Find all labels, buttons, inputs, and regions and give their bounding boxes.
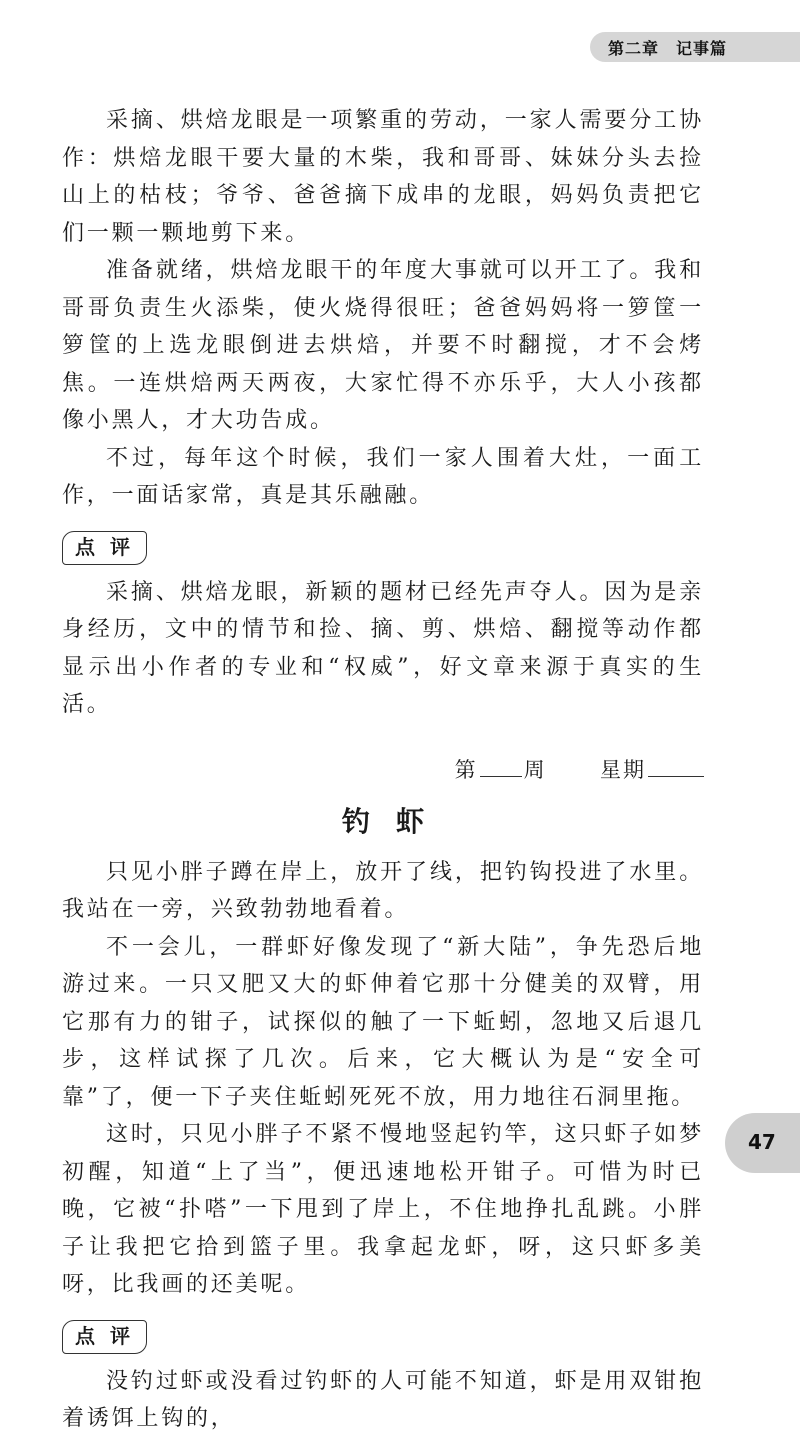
article2-paragraph-2: 不一会儿，一群虾好像发现了“新大陆”，争先恐后地游过来。一只又肥又大的虾伸着它那十分健美的双臂，用它那有力的钳子，试探似的触了一下蚯蚓，忽地又后退几步，这样试探了几次。后来，它大概认为是“安全可靠”了，便一下子夹住蚯蚓死死不放，用力地往石洞里拖。 [62, 934, 704, 1110]
page-number: 47 [748, 1130, 776, 1154]
weekday-blank [648, 754, 704, 777]
article1-comment: 采摘、烘焙龙眼，新颖的题材已经先声夺人。因为是亲身经历，文中的情节和捡、摘、剪、烘焙、翻搅等动作都显示出小作者的专业和“权威”，好文章来源于真实的生活。 [62, 579, 704, 717]
comment-label-2: 点 评 [62, 1320, 147, 1354]
week-blank [480, 754, 522, 777]
week-di-label: 第 [454, 757, 478, 782]
weekday-label: 星期 [600, 757, 646, 782]
week-line [62, 754, 704, 786]
comment-label-1: 点 评 [62, 531, 147, 565]
page-content [62, 102, 704, 1438]
week-zhou-label: 周 [523, 757, 547, 782]
article1-paragraph-2: 准备就绪，烘焙龙眼干的年度大事就可以开工了。我和哥哥负责生火添柴，使火烧得很旺；爸爸妈妈将一箩筐一箩筐的上选龙眼倒进去烘焙，并要不时翻搅，才不会烤焦。一连烘焙两天两夜，大家忙得不亦乐乎，大人小孩都像小黑人，才大功告成。 [62, 258, 704, 433]
article2-paragraph-3: 这时，只见小胖子不紧不慢地竖起钓竿，这只虾子如梦初醒，知道“上了当”，便迅速地松开钳子。可惜为时已晚，它被“扑嗒”一下甩到了岸上，不住地挣扎乱跳。小胖子让我把它拾到篮子里。我拿起龙虾，呀，这只虾多美呀，比我画的还美呢。 [62, 1122, 704, 1297]
article2-title: 钓虾 [341, 804, 450, 838]
article1-paragraph-1: 采摘、烘焙龙眼是一项繁重的劳动，一家人需要分工协作：烘焙龙眼干要大量的木柴，我和哥哥、妹妹分头去捡山上的枯枝；爷爷、爸爸摘下成串的龙眼，妈妈负责把它们一颗一颗地剪下来。 [62, 108, 704, 246]
article1-paragraph-3: 不过，每年这个时候，我们一家人围着大灶，一面工作，一面话家常，真是其乐融融。 [62, 445, 704, 508]
article2-comment: 没钓过虾或没看过钓虾的人可能不知道，虾是用双钳抱着诱饵上钩的， [62, 1368, 704, 1431]
article2-paragraph-1: 只见小胖子蹲在岸上，放开了线，把钓钩投进了水里。我站在一旁，兴致勃勃地看着。 [62, 859, 704, 922]
chapter-title: 第二章 记事篇 [608, 39, 728, 58]
